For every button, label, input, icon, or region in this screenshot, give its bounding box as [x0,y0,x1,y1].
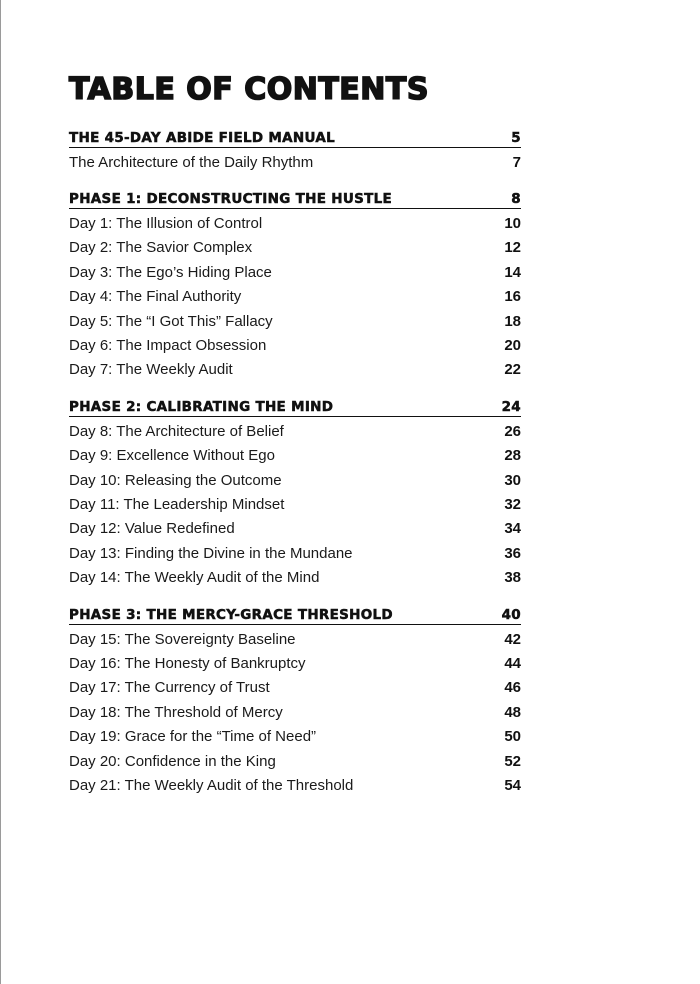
entry-title: Day 8: The Architecture of Belief [69,422,284,440]
toc-entry[interactable] [69,419,521,443]
entry-page-number: 22 [504,361,521,379]
entry-page-number: 46 [504,679,521,697]
section-heading: PHASE 1: DECONSTRUCTING THE HUSTLE [69,191,393,208]
entry-title: Day 18: The Threshold of Mercy [69,703,283,721]
entry-page-number: 50 [504,728,521,746]
section-heading-row[interactable] [69,127,521,148]
entry-page-number: 7 [512,153,521,171]
entry-title: Day 1: The Illusion of Control [69,215,263,233]
toc-entry[interactable] [69,773,521,797]
entry-page-number: 18 [504,312,521,330]
entry-title: Day 4: The Final Authority [69,288,242,306]
toc-entry[interactable] [69,749,521,773]
toc-entry[interactable] [69,260,521,284]
section-heading-row[interactable] [69,396,521,417]
toc-entry[interactable] [69,565,521,589]
toc-section-phase-2 [69,396,521,590]
entry-page-number: 14 [504,263,521,281]
entry-title: Day 10: Releasing the Outcome [69,471,282,489]
entry-page-number: 36 [504,544,521,562]
entry-page-number: 10 [504,215,521,233]
entry-page-number: 48 [504,703,521,721]
toc-section-phase-1 [69,188,521,382]
entry-page-number: 52 [504,752,521,770]
toc-entry[interactable] [69,285,521,309]
entry-title: Day 19: Grace for the “Time of Need” [69,728,317,746]
entry-page-number: 16 [504,288,521,306]
toc-entry[interactable] [69,651,521,675]
entry-title: Day 13: Finding the Divine in the Mundane [69,544,353,562]
entry-page-number: 42 [504,630,521,648]
toc-entry[interactable] [69,676,521,700]
toc-entry[interactable] [69,724,521,748]
entry-title: Day 16: The Honesty of Bankruptcy [69,654,306,672]
section-page-number: 24 [501,399,521,416]
entry-title: The Architecture of the Daily Rhythm [69,153,314,171]
section-heading: PHASE 3: THE MERCY-GRACE THRESHOLD [69,606,393,623]
entry-title: Day 7: The Weekly Audit [69,361,233,379]
toc-entry[interactable] [69,150,521,174]
entry-title: Day 21: The Weekly Audit of the Threshold [69,776,354,794]
toc-section-phase-3 [69,604,521,798]
section-heading: THE 45-DAY ABIDE FIELD MANUAL [69,130,335,146]
entry-page-number: 54 [504,776,521,794]
entry-page-number: 28 [504,447,521,465]
section-page-number: 8 [511,191,521,208]
entry-title: Day 3: The Ego’s Hiding Place [69,263,272,281]
entry-page-number: 20 [504,337,521,355]
section-page-number: 5 [511,130,521,146]
section-heading: PHASE 2: CALIBRATING THE MIND [69,399,334,416]
toc-entry[interactable] [69,700,521,724]
entry-title: Day 12: Value Redefined [69,520,235,538]
entry-title: Day 20: Confidence in the King [69,752,276,770]
entry-title: Day 14: The Weekly Audit of the Mind [69,569,320,587]
toc-entry[interactable] [69,333,521,357]
toc-entry[interactable] [69,541,521,565]
entry-title: Day 5: The “I Got This” Fallacy [69,312,273,330]
entry-page-number: 30 [504,471,521,489]
entry-title: Day 15: The Sovereignty Baseline [69,630,296,648]
table-of-contents [69,127,521,812]
page-title: TABLE OF CONTENTS [69,72,429,107]
toc-entry[interactable] [69,492,521,516]
toc-entry[interactable] [69,468,521,492]
entry-page-number: 32 [504,495,521,513]
entry-page-number: 12 [504,239,521,257]
toc-entry[interactable] [69,211,521,235]
toc-entry[interactable] [69,236,521,260]
page-edge-divider [0,0,1,984]
entry-page-number: 34 [504,520,521,538]
toc-entry[interactable] [69,358,521,382]
entry-page-number: 38 [504,569,521,587]
section-heading-row[interactable] [69,188,521,209]
toc-entry[interactable] [69,309,521,333]
section-page-number: 40 [501,606,521,623]
toc-entry[interactable] [69,517,521,541]
entry-page-number: 26 [504,422,521,440]
entry-page-number: 44 [504,654,521,672]
toc-section-manual [69,127,521,174]
toc-entry[interactable] [69,444,521,468]
entry-title: Day 2: The Savior Complex [69,239,253,257]
entry-title: Day 17: The Currency of Trust [69,679,270,697]
entry-title: Day 9: Excellence Without Ego [69,447,275,465]
toc-entry[interactable] [69,627,521,651]
section-heading-row[interactable] [69,604,521,625]
entry-title: Day 11: The Leadership Mindset [69,495,285,513]
entry-title: Day 6: The Impact Obsession [69,337,267,355]
